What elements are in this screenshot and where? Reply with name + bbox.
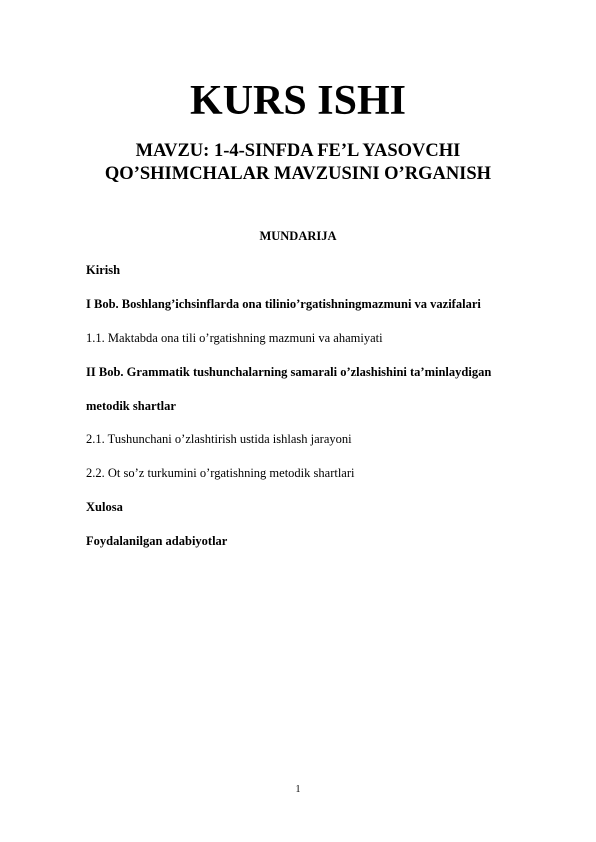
toc-item-kirish: Kirish [86, 263, 121, 277]
toc-item-xulosa: Xulosa [86, 500, 123, 514]
toc-item-section-2-2: 2.2. Ot so’z turkumini o’rgatishning metodik shartlari [86, 466, 355, 480]
page-number: 1 [295, 784, 301, 795]
document-title: KURS ISHI [190, 78, 406, 124]
toc-item-section-1-1: 1.1. Maktabda ona tili o’rgatishning mazmuni va ahamiyati [86, 331, 383, 345]
toc-item-chapter-2: II Bob. Grammatik tushunchalarning samarali o’zlashishini ta’minlaydigan [86, 365, 492, 379]
subtitle-line-1: MAVZU: 1-4-SINFDA FE’L YASOVCHI [135, 141, 461, 161]
toc-heading: MUNDARIJA [259, 229, 337, 243]
toc-item-chapter-1: I Bob. Boshlang’ichsinflarda ona tilinio’rgatishningmazmuni va vazifalari [86, 297, 481, 311]
subtitle-line-2: QO’SHIMCHALAR MAVZUSINI O’RGANISH [104, 164, 492, 184]
toc-item-chapter-2-cont: metodik shartlar [86, 399, 176, 413]
toc-item-adabiyotlar: Foydalanilgan adabiyotlar [86, 534, 228, 548]
document-subtitle [0, 140, 596, 186]
toc-item-section-2-1: 2.1. Tushunchani o’zlashtirish ustida ishlash jarayoni [86, 432, 352, 446]
